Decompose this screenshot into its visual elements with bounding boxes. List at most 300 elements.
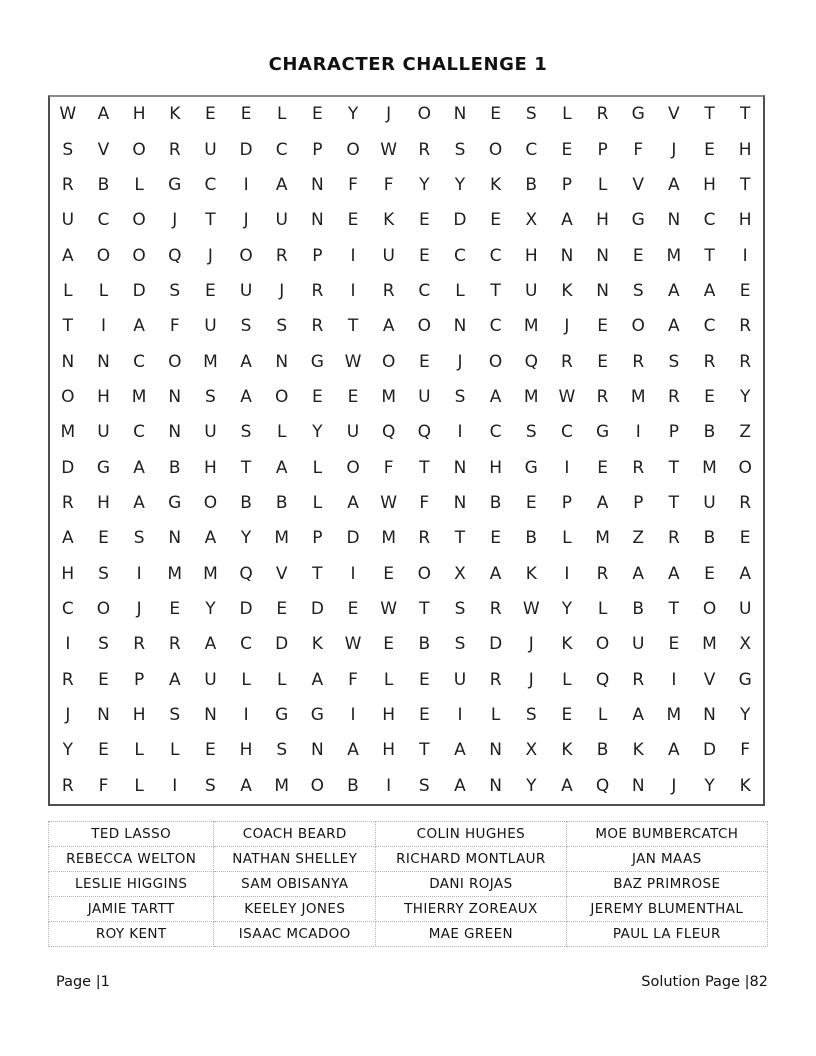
grid-letter: E — [418, 351, 430, 372]
grid-letter: R — [632, 457, 645, 478]
grid-letter: G — [275, 705, 289, 726]
grid-letter: I — [243, 174, 249, 195]
grid-letter: T — [704, 245, 715, 266]
grid-letter: M — [523, 316, 539, 337]
grid-letter: E — [347, 210, 359, 231]
grid-letter: O — [417, 316, 432, 337]
grid-letter: U — [738, 599, 752, 620]
word-list-body — [49, 822, 768, 947]
grid-letter: Q — [168, 245, 182, 266]
grid-letter: J — [671, 775, 677, 796]
grid-letter: J — [457, 351, 463, 372]
grid-letter: N — [489, 740, 502, 761]
grid-letter: N — [168, 386, 182, 407]
grid-letter: Y — [347, 104, 359, 125]
grid-letter: T — [739, 104, 751, 125]
grid-letter: U — [204, 139, 217, 160]
grid-letter: F — [633, 139, 644, 160]
grid-letter: N — [453, 316, 467, 337]
grid-letter: K — [311, 634, 323, 655]
grid-letter: O — [168, 351, 182, 372]
grid-letter: I — [100, 316, 106, 337]
grid-letter: B — [97, 174, 110, 195]
grid-letter: I — [350, 705, 356, 726]
grid-letter: L — [312, 493, 323, 514]
grid-letter: U — [97, 422, 110, 443]
grid-letter: E — [704, 139, 715, 160]
grid-letter: S — [133, 528, 145, 549]
grid-letter: B — [418, 634, 431, 655]
grid-letter: R — [632, 669, 645, 690]
grid-letter: Z — [632, 528, 645, 549]
grid-letter: C — [489, 316, 502, 337]
grid-letter: O — [738, 457, 752, 478]
grid-letter: E — [240, 104, 252, 125]
grid-letter: Q — [595, 775, 610, 796]
grid-letter: G — [168, 493, 182, 514]
grid-letter: B — [525, 174, 538, 195]
grid-letter: W — [344, 351, 362, 372]
grid-letter: T — [668, 493, 680, 514]
grid-letter: L — [63, 280, 73, 301]
grid-letter: J — [172, 210, 178, 231]
grid-letter: R — [275, 245, 288, 266]
grid-letter: V — [703, 669, 716, 690]
word-item: JAMIE TARTT — [49, 897, 214, 922]
grid-letter: R — [61, 493, 74, 514]
grid-letter: D — [239, 599, 253, 620]
grid-letter: E — [704, 563, 715, 584]
grid-letter: Q — [524, 351, 538, 372]
grid-letter: J — [243, 210, 249, 231]
grid-letter: R — [133, 634, 146, 655]
grid-letter: P — [312, 139, 323, 160]
grid-letter: M — [274, 775, 290, 796]
grid-letter: I — [457, 422, 463, 443]
grid-letter: E — [597, 351, 608, 372]
grid-letter: E — [418, 705, 430, 726]
grid-letter: I — [742, 245, 748, 266]
grid-letter: M — [203, 563, 218, 584]
grid-letter: U — [275, 210, 288, 231]
page-title: CHARACTER CHALLENGE 1 — [268, 54, 548, 75]
grid-letter: R — [418, 528, 431, 549]
grid-letter: T — [419, 740, 430, 761]
grid-letter: A — [668, 280, 680, 301]
grid-letter: M — [131, 386, 147, 407]
grid-letter: I — [350, 563, 356, 584]
grid-letter: B — [489, 493, 502, 514]
grid-letter: H — [596, 210, 609, 231]
grid-letter: E — [311, 104, 323, 125]
grid-letter: U — [204, 316, 217, 337]
grid-letter: K — [561, 634, 573, 655]
grid-letter: O — [488, 139, 503, 160]
grid-letter: A — [240, 775, 252, 796]
grid-letter: A — [596, 493, 609, 514]
grid-letter: K — [525, 563, 537, 584]
grid-letter: H — [132, 705, 146, 726]
grid-letter: N — [453, 493, 467, 514]
grid-letter: E — [490, 210, 501, 231]
grid-letter: F — [98, 775, 109, 796]
grid-letter: Y — [240, 528, 252, 549]
word-item: REBECCA WELTON — [49, 847, 214, 872]
grid-letter: G — [310, 351, 324, 372]
grid-letter: E — [205, 740, 216, 761]
solution-page-ref: Solution Page |82 — [641, 974, 768, 990]
grid-letter: I — [564, 563, 570, 584]
grid-letter: N — [97, 351, 110, 372]
grid-letter: C — [61, 599, 74, 620]
grid-letter: L — [134, 775, 144, 796]
grid-letter: L — [597, 599, 608, 620]
grid-letter: S — [205, 775, 216, 796]
grid-letter: A — [275, 457, 288, 478]
grid-letter: P — [133, 669, 145, 690]
grid-letter: L — [134, 174, 144, 195]
grid-letter: N — [596, 280, 609, 301]
grid-letter: Q — [595, 669, 610, 690]
word-item: JAN MAAS — [566, 847, 767, 872]
grid-letter: W — [522, 599, 540, 620]
grid-letter: E — [597, 457, 608, 478]
grid-letter: P — [668, 422, 679, 443]
grid-letter: S — [454, 599, 466, 620]
grid-letter: U — [418, 386, 431, 407]
grid-letter: P — [597, 139, 608, 160]
grid-letter: B — [632, 599, 645, 620]
grid-letter: H — [97, 493, 110, 514]
grid-letter: S — [276, 316, 288, 337]
grid-letter: P — [312, 245, 323, 266]
grid-letter: M — [381, 528, 396, 549]
grid-letter: N — [97, 705, 110, 726]
grid-letter: M — [630, 386, 646, 407]
grid-letter: J — [671, 139, 677, 160]
word-item: ROY KENT — [49, 922, 214, 947]
grid-letter: E — [561, 139, 573, 160]
word-list-row — [49, 822, 768, 847]
grid-letter: S — [240, 422, 252, 443]
grid-letter: J — [564, 316, 570, 337]
grid-letter: S — [525, 705, 537, 726]
grid-letter: S — [169, 705, 181, 726]
grid-letter: H — [382, 705, 396, 726]
grid-letter: E — [347, 386, 359, 407]
grid-letter: I — [564, 457, 570, 478]
word-item: NATHAN SHELLEY — [214, 847, 376, 872]
grid-letter: Y — [62, 740, 74, 761]
grid-letter: T — [205, 210, 216, 231]
grid-letter: E — [490, 528, 501, 549]
grid-letter: M — [203, 351, 218, 372]
grid-letter: S — [454, 386, 466, 407]
grid-letter: O — [595, 634, 610, 655]
grid-letter: Y — [454, 174, 466, 195]
grid-letter: U — [631, 634, 645, 655]
grid-letter: V — [275, 563, 288, 584]
grid-letter: X — [525, 210, 538, 231]
word-item: THIERRY ZOREAUX — [376, 897, 567, 922]
grid-letter: C — [240, 634, 252, 655]
word-item: BAZ PRIMROSE — [566, 872, 767, 897]
grid-letter: C — [454, 245, 466, 266]
page-footer — [56, 974, 768, 990]
grid-letter: J — [279, 280, 285, 301]
grid-letter: S — [276, 740, 288, 761]
grid-letter: E — [98, 740, 109, 761]
grid-letter: K — [561, 740, 573, 761]
grid-letter: H — [239, 740, 253, 761]
grid-letter: R — [61, 174, 74, 195]
grid-letter: H — [97, 386, 110, 407]
grid-letter: T — [240, 457, 252, 478]
grid-letter: U — [382, 245, 395, 266]
grid-letter: R — [739, 316, 752, 337]
grid-letter: O — [275, 386, 289, 407]
grid-letter: C — [560, 422, 573, 443]
grid-letter: O — [203, 493, 218, 514]
grid-letter: R — [489, 599, 502, 620]
grid-letter: O — [631, 316, 645, 337]
grid-letter: O — [381, 351, 396, 372]
grid-letter: T — [668, 457, 680, 478]
grid-letter: H — [382, 740, 396, 761]
grid-letter: H — [61, 563, 75, 584]
word-list-row — [49, 897, 768, 922]
grid-letter: R — [596, 386, 609, 407]
grid-letter: H — [132, 104, 146, 125]
grid-letter: E — [561, 705, 573, 726]
grid-letter: Y — [739, 386, 751, 407]
grid-letter: A — [668, 563, 680, 584]
grid-letter: A — [668, 316, 680, 337]
grid-letter: T — [454, 528, 466, 549]
grid-letter: E — [739, 528, 751, 549]
grid-letter: E — [205, 104, 216, 125]
grid-letter: O — [239, 245, 253, 266]
grid-letter: R — [168, 634, 181, 655]
grid-letter: I — [136, 563, 142, 584]
grid-letter: H — [703, 174, 716, 195]
grid-letter: E — [383, 634, 395, 655]
grid-letter: K — [383, 210, 395, 231]
grid-letter: Q — [239, 563, 253, 584]
grid-letter: I — [243, 705, 249, 726]
grid-letter: N — [61, 351, 75, 372]
word-item: DANI ROJAS — [376, 872, 567, 897]
grid-letter: R — [311, 280, 324, 301]
grid-letter: O — [96, 599, 111, 620]
grid-letter: A — [240, 351, 252, 372]
grid-letter: A — [668, 174, 680, 195]
grid-letter: O — [132, 210, 146, 231]
grid-letter: K — [490, 174, 502, 195]
grid-letter: E — [383, 563, 395, 584]
grid-letter: E — [632, 245, 644, 266]
grid-letter: O — [310, 775, 325, 796]
grid-letter: U — [204, 422, 217, 443]
grid-letter: R — [168, 139, 181, 160]
grid-letter: L — [276, 422, 287, 443]
grid-letter: A — [168, 669, 181, 690]
grid-letter: T — [490, 280, 501, 301]
grid-letter: U — [703, 493, 716, 514]
grid-letter: C — [204, 174, 217, 195]
grid-letter: I — [635, 422, 641, 443]
grid-letter: U — [525, 280, 538, 301]
grid-letter: X — [525, 740, 538, 761]
grid-letter: E — [311, 386, 323, 407]
grid-letter: A — [204, 634, 217, 655]
grid-letter: J — [386, 104, 392, 125]
grid-letter: Y — [704, 775, 715, 796]
word-item: KEELEY JONES — [214, 897, 376, 922]
grid-letter: C — [133, 351, 146, 372]
grid-letter: M — [702, 457, 717, 478]
grid-letter: C — [489, 245, 502, 266]
grid-letter: D — [702, 740, 717, 761]
grid-letter: D — [132, 280, 146, 301]
grid-letter: V — [97, 139, 110, 160]
grid-letter: A — [668, 740, 680, 761]
grid-letter: I — [671, 669, 677, 690]
grid-letter: A — [133, 493, 145, 514]
word-list-row — [49, 872, 768, 897]
grid-letter: Z — [739, 422, 751, 443]
grid-letter: S — [668, 351, 680, 372]
grid-letter: M — [666, 245, 682, 266]
grid-letter: L — [98, 280, 109, 301]
grid-letter: L — [170, 740, 180, 761]
grid-letter: B — [703, 422, 716, 443]
grid-letter: O — [346, 139, 360, 160]
grid-letter: T — [312, 563, 323, 584]
grid-letter: O — [346, 457, 360, 478]
grid-letter: A — [382, 316, 395, 337]
grid-letter: E — [704, 386, 715, 407]
grid-letter: C — [97, 210, 110, 231]
grid-letter: S — [525, 422, 537, 443]
grid-letter: Y — [419, 174, 430, 195]
grid-letter: A — [97, 104, 110, 125]
word-list-row — [49, 922, 768, 947]
grid-letter: C — [703, 316, 716, 337]
grid-letter: R — [382, 280, 395, 301]
grid-letter: Y — [561, 599, 573, 620]
grid-letter: B — [168, 457, 181, 478]
grid-letter: V — [668, 104, 680, 125]
grid-letter: A — [454, 740, 466, 761]
grid-letter: R — [739, 351, 752, 372]
grid-letter: S — [525, 104, 537, 125]
grid-letter: R — [61, 669, 74, 690]
grid-letter: F — [348, 174, 358, 195]
grid-letter: O — [61, 386, 75, 407]
grid-letter: A — [454, 775, 466, 796]
grid-letter: C — [489, 422, 502, 443]
grid-letter: Y — [312, 422, 323, 443]
grid-letter: E — [98, 528, 109, 549]
grid-letter: A — [347, 740, 359, 761]
grid-letter: W — [380, 599, 398, 620]
grid-letter: E — [418, 245, 430, 266]
grid-letter: A — [275, 174, 288, 195]
grid-letter: N — [703, 705, 716, 726]
grid-letter: H — [738, 210, 752, 231]
grid-letter: T — [347, 316, 359, 337]
grid-letter: D — [346, 528, 360, 549]
grid-letter: C — [275, 139, 288, 160]
grid-letter: K — [561, 280, 573, 301]
grid-letter: E — [276, 599, 288, 620]
grid-letter: U — [61, 210, 75, 231]
grid-letter: B — [347, 775, 359, 796]
grid-letter: F — [419, 493, 430, 514]
grid-letter: Y — [526, 775, 537, 796]
grid-letter: N — [311, 174, 324, 195]
word-item: PAUL LA FLEUR — [566, 922, 767, 947]
grid-letter: G — [631, 104, 645, 125]
grid-letter: N — [489, 775, 502, 796]
grid-letter: J — [207, 245, 213, 266]
grid-letter: A — [62, 245, 74, 266]
grid-letter: E — [347, 599, 359, 620]
grid-letter: E — [418, 669, 430, 690]
word-item: JEREMY BLUMENTHAL — [566, 897, 767, 922]
grid-letter: O — [132, 245, 146, 266]
grid-letter: T — [419, 599, 430, 620]
grid-letter: A — [703, 280, 716, 301]
word-item: RICHARD MONTLAUR — [376, 847, 567, 872]
grid-letter: F — [740, 740, 751, 761]
grid-letter: R — [61, 775, 74, 796]
grid-letter: R — [561, 351, 573, 372]
grid-letter: A — [62, 528, 74, 549]
grid-letter: Q — [381, 422, 396, 443]
grid-letter: D — [489, 634, 503, 655]
grid-letter: O — [417, 563, 432, 584]
grid-letter: K — [739, 775, 751, 796]
grid-letter: L — [455, 280, 465, 301]
grid-letter: M — [666, 705, 682, 726]
grid-letter: A — [632, 705, 645, 726]
grid-letter: P — [561, 493, 573, 514]
grid-letter: S — [205, 386, 216, 407]
grid-letter: X — [454, 563, 466, 584]
grid-letter: L — [383, 669, 394, 690]
grid-letter: M — [274, 528, 290, 549]
grid-letter: M — [595, 528, 610, 549]
grid-letter: I — [65, 634, 71, 655]
grid-letter: G — [96, 457, 111, 478]
grid-letter: E — [668, 634, 680, 655]
grid-letter: N — [311, 740, 324, 761]
grid-letter: S — [240, 316, 252, 337]
grid-letter: D — [453, 210, 467, 231]
grid-letter: L — [597, 174, 608, 195]
grid-letter: V — [632, 174, 645, 195]
word-item: ISAAC MCADOO — [214, 922, 376, 947]
grid-letter: R — [667, 528, 680, 549]
grid-letter: M — [167, 563, 183, 584]
grid-letter: C — [703, 210, 716, 231]
grid-letter: R — [632, 351, 645, 372]
grid-letter: F — [383, 174, 394, 195]
grid-letter: P — [312, 528, 323, 549]
grid-letter: T — [704, 104, 715, 125]
